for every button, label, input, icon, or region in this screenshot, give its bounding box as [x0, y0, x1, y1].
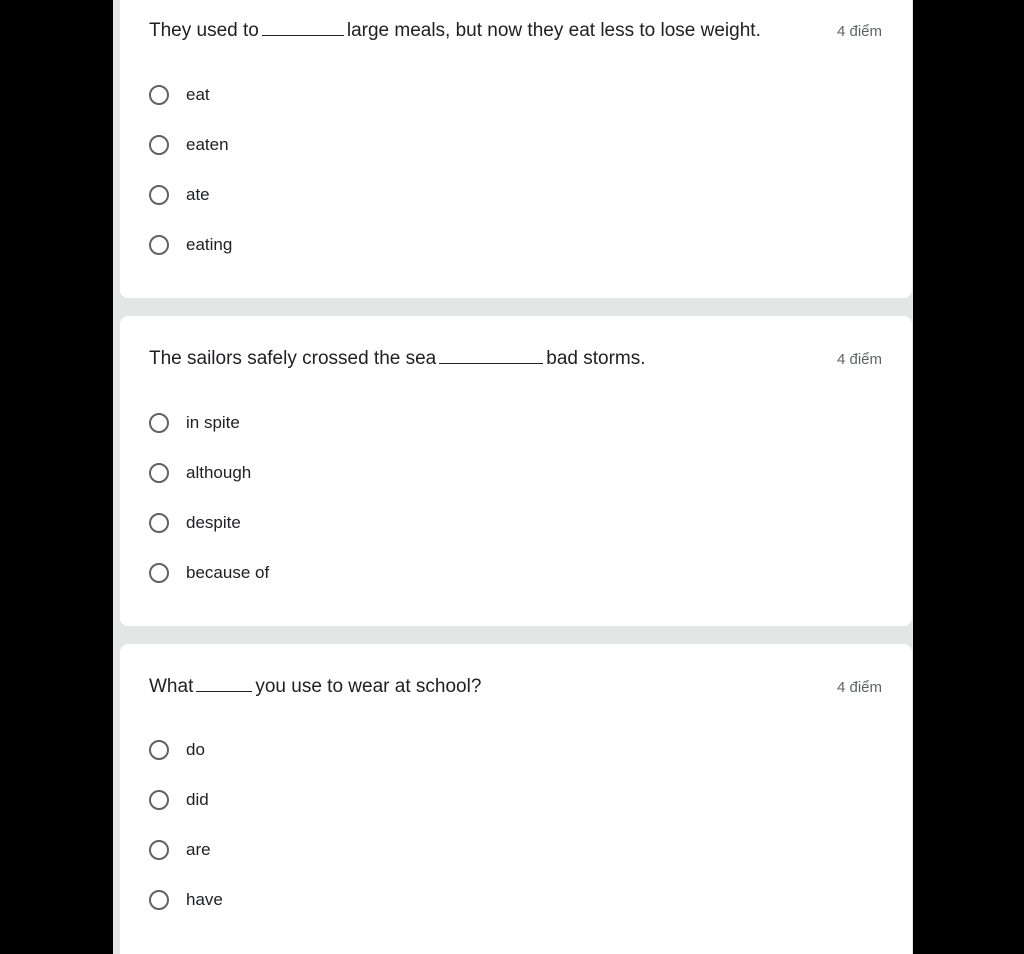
option-label: did [186, 790, 209, 809]
answer-blank [196, 677, 252, 692]
question-card [120, 644, 912, 954]
option-label: are [186, 840, 211, 859]
option-label: eat [186, 85, 210, 104]
radio-button[interactable] [149, 185, 169, 205]
option-do[interactable] [149, 733, 205, 767]
question-text-after: bad storms. [546, 348, 646, 369]
question-text-after: you use to wear at school? [255, 676, 482, 697]
question-header [149, 20, 882, 48]
question-text-before: They used to [149, 20, 259, 41]
radio-button[interactable] [149, 790, 169, 810]
radio-button[interactable] [149, 740, 169, 760]
radio-button[interactable] [149, 413, 169, 433]
question-text-after: large meals, but now they eat less to lose weight. [346, 20, 761, 41]
radio-button[interactable] [149, 513, 169, 533]
option-label: eating [186, 235, 233, 254]
option-label: although [186, 463, 252, 482]
option-label: do [186, 740, 205, 759]
option-although[interactable] [149, 456, 251, 490]
option-label: eaten [186, 135, 229, 154]
points-label: 4 điểm [836, 679, 882, 696]
question-text [149, 676, 481, 698]
radio-button[interactable] [149, 563, 169, 583]
option-are[interactable] [149, 833, 211, 867]
question-text-before: What [149, 676, 194, 697]
question-text [149, 348, 646, 370]
points-label: 4 điểm [836, 23, 882, 40]
question-text-before: The sailors safely crossed the sea [149, 348, 437, 369]
option-ate[interactable] [149, 178, 210, 212]
option-did[interactable] [149, 783, 209, 817]
option-eaten[interactable] [149, 128, 229, 162]
option-eat[interactable] [149, 78, 210, 112]
question-text [149, 20, 761, 42]
form-page [113, 0, 913, 954]
radio-button[interactable] [149, 890, 169, 910]
answer-blank [262, 21, 344, 36]
radio-button[interactable] [149, 463, 169, 483]
option-label: because of [186, 563, 270, 582]
question-card [120, 316, 912, 626]
question-header [149, 348, 882, 376]
radio-button[interactable] [149, 85, 169, 105]
option-label: have [186, 890, 223, 909]
radio-button[interactable] [149, 135, 169, 155]
question-header [149, 676, 882, 704]
answer-blank [439, 349, 543, 364]
option-because-of[interactable] [149, 556, 269, 590]
question-card [120, 0, 912, 298]
option-eating[interactable] [149, 228, 232, 262]
option-label: despite [186, 513, 241, 532]
option-label: in spite [186, 413, 240, 432]
radio-button[interactable] [149, 840, 169, 860]
radio-button[interactable] [149, 235, 169, 255]
option-in-spite[interactable] [149, 406, 240, 440]
option-label: ate [186, 185, 210, 204]
option-despite[interactable] [149, 506, 241, 540]
option-have[interactable] [149, 883, 223, 917]
points-label: 4 điểm [836, 351, 882, 368]
